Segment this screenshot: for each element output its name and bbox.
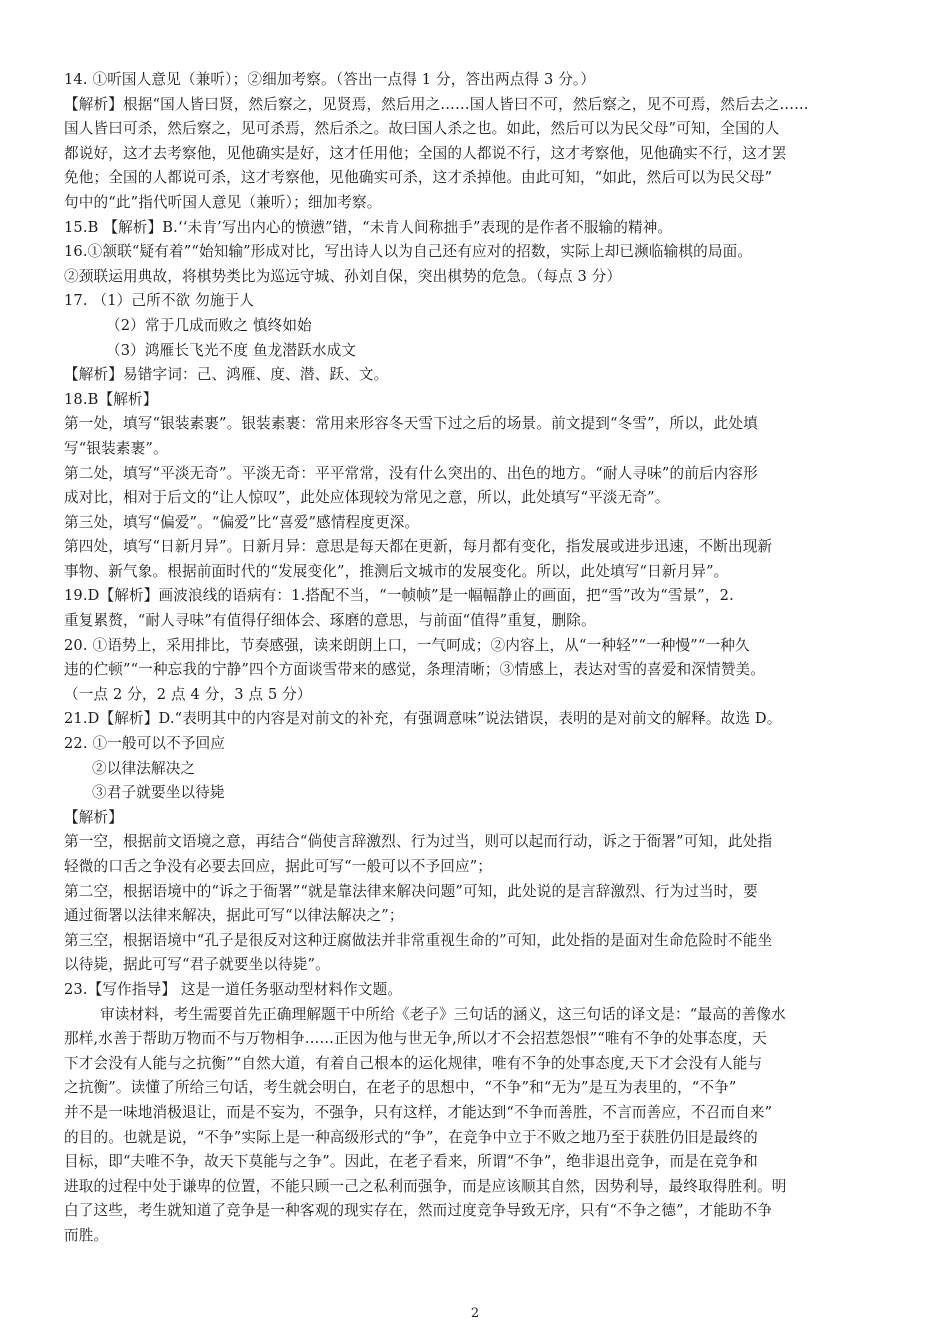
text-line: 并不是一味地消极退让，而是不妄为，不强争，只有这样，才能达到“不争而善胜，不言而善应，不召而自来” — [64, 1103, 773, 1121]
page-number: 2 — [470, 1306, 480, 1321]
answer-key-content — [64, 68, 894, 1273]
text-line: 下才会没有人能与之抗衡”“自然大道，有着自己根本的运化规律，唯有不争的处事态度,天下才会没有人能与 — [64, 1054, 763, 1072]
q17-answer-3: （3）鸿雁长飞光不度 鱼龙潜跃水成文 — [106, 341, 357, 359]
text-line: 违的伫顿”“一种忘我的宁静”四个方面谈雪带来的感觉，条理清晰；③情感上，表达对雪的喜爱和深情赞美。 — [64, 661, 766, 679]
text-line: 那样,水善于帮助万物而不与万物相争……正因为他与世无争,所以才不会招惹怨恨”“唯有不争的处事态度，天 — [64, 1030, 768, 1048]
q22-analysis: 【解析】 — [64, 808, 123, 826]
text-line: 审读材料，考生需要首先正确理解题干中所给《老子》三句话的涵义，这三句话的译文是：“最高的善像水 — [100, 1005, 786, 1023]
text-line: 第二处，填写“平淡无奇”。平淡无奇：平平常常，没有什么突出的、出色的地方。“耐人寻味”的前后内容形 — [64, 464, 758, 482]
q22-answer: 22. ①一般可以不予回应 — [64, 735, 226, 753]
text-line: 成对比，相对于后文的“让人惊叹”，此处应体现较为常见之意，所以，此处填写“平淡无奇”。 — [64, 489, 670, 507]
text-line: 目标，即“夫唯不争，故天下莫能与之争”。因此，在老子看来，所谓“不争”，绝非退出竞争，而是在竞争和 — [64, 1153, 758, 1171]
text-line: 第一处，填写“银装素裹”。银装素裹：常用来形容冬天雪下过之后的场景。前文提到“冬雪”，所以，此处填 — [64, 415, 758, 433]
text-line: 以待毙，据此可写“君子就要坐以待毙”。 — [64, 956, 330, 974]
text-line: 第一空，根据前文语境之意，再结合“倘使言辞激烈、行为过当，则可以起而行动，诉之于衙署”可知，此处指 — [64, 833, 773, 851]
q23-guidance: 23.【写作指导】 这是一道任务驱动型材料作文题。 — [64, 980, 403, 998]
text-line: 事物、新气象。根据前面时代的“发展变化”，推测后文城市的发展变化。所以，此处填写“日新月异”。 — [64, 562, 729, 580]
text-line: 之抗衡”。读懂了所给三句话，考生就会明白，在老子的思想中，“不争”和“无为”是互为表里的，“不争” — [64, 1079, 737, 1097]
q14-analysis: 【解析】根据“国人皆曰贤，然后察之，见贤焉，然后用之……国人皆曰不可，然后察之，见不可焉，然后去之…… — [64, 95, 809, 113]
q22-answer-2: ②以律法解决之 — [92, 759, 196, 777]
text-line: 都说好，这才去考察他，见他确实是好，这才任用他；全国的人都说不行，这才考察他，见他确实不行，这才罢 — [64, 144, 787, 162]
text-line: 通过衙署以法律来解决，据此可写“以律法解决之”； — [64, 907, 404, 925]
q16-answer: 16.①颔联“疑有着”“始知输”形成对比，写出诗人以为自己还有应对的招数，实际上却已濒临输棋的局面。 — [64, 243, 753, 261]
q14-answer: 14. ①听国人意见（兼听）；②细加考察。（答出一点得 1 分，答出两点得 3 分。） — [64, 71, 596, 88]
q15-answer: 15.B 【解析】B.‘‘未肯’写出内心的愤懑”错，“未肯人间称拙手”表现的是作者不服输的精神。 — [64, 218, 673, 236]
text-line: ②颈联运用典故，将棋势类比为巡远守城、孙刘自保，突出棋势的危急。（每点 3 分） — [64, 267, 622, 285]
text-line: 免他；全国的人都说可杀，这才考察他，见他确实可杀，这才杀掉他。由此可知，“如此，然后可以为民父母” — [64, 169, 773, 187]
text-line: 第三空，根据语境中“孔子是很反对这种迂腐做法并非常重视生命的”可知，此处指的是面对生命危险时不能坐 — [64, 931, 773, 949]
text-line: 第四处，填写“日新月异”。日新月异：意思是每天都在更新，每月都有变化，指发展或进步迅速，不断出现新 — [64, 538, 773, 556]
text-line: 国人皆曰可杀，然后察之，见可杀焉，然后杀之。故曰国人杀之也。如此，然后可以为民父母”可知，全国的人 — [64, 120, 780, 138]
q22-answer-3: ③君子就要坐以待毙 — [92, 784, 225, 802]
q17-analysis: 【解析】易错字词：己、鸿雁、度、潜、跃、文。 — [64, 366, 389, 384]
text-line — [64, 1249, 894, 1274]
text-line: 句中的“此”指代听国人意见（兼听）；细加考察。 — [64, 193, 382, 211]
q19-answer: 19.D【解析】画波浪线的语病有：1.搭配不当，“一帧帧”是一幅幅静止的画面，把“雪”改为“雪景”，2. — [64, 587, 734, 605]
q20-answer: 20. ①语势上，采用排比，节奏感强，读来朗朗上口，一气呵成；②内容上，从“一种轻”“一种慢”“一种久 — [64, 636, 750, 654]
q17-answer-2: （2）常于几成而败之 慎终如始 — [106, 316, 312, 334]
text-line: 第二空，根据语境中的“诉之于衙署”“就是靠法律来解决问题”可知，此处说的是言辞激烈、行为过当时，要 — [64, 882, 758, 900]
q18-answer: 18.B【解析】 — [64, 390, 158, 408]
text-line: 轻微的口舌之争没有必要去回应，据此可写“一般可以不予回应”； — [64, 858, 493, 875]
text-line: 第三处，填写“偏爱”。“偏爱”比“喜爱”感情程度更深。 — [64, 513, 420, 531]
q17-answer: 17. （1）己所不欲 勿施于人 — [64, 292, 255, 310]
text-line: 写“银装素裹”。 — [64, 439, 168, 457]
text-line: 的目的。也就是说，“不争”实际上是一种高级形式的“争”，在竞争中立于不败之地乃至于获胜仍旧是最终的 — [64, 1128, 758, 1146]
text-line: 白了这些，考生就知道了竞争是一种客观的现实存在，然而过度竞争导致无序，只有“不争之德”，才能助不争 — [64, 1202, 773, 1220]
text-line: 进取的过程中处于谦卑的位置，不能只顾一己之私利而强争，而是应该顺其自然，因势利导，最终取得胜利。明 — [64, 1177, 787, 1195]
text-line: （一点 2 分，2 点 4 分，3 点 5 分） — [64, 685, 312, 703]
text-line: 重复累赘，“耐人寻味”有值得仔细体会、琢磨的意思，与前面“值得”重复，删除。 — [64, 612, 596, 630]
text-line: 而胜。 — [64, 1226, 109, 1244]
q21-answer: 21.D【解析】D.“表明其中的内容是对前文的补充，有强调意味”说法错误，表明的是对前文的解释。故选 D。 — [64, 710, 782, 728]
